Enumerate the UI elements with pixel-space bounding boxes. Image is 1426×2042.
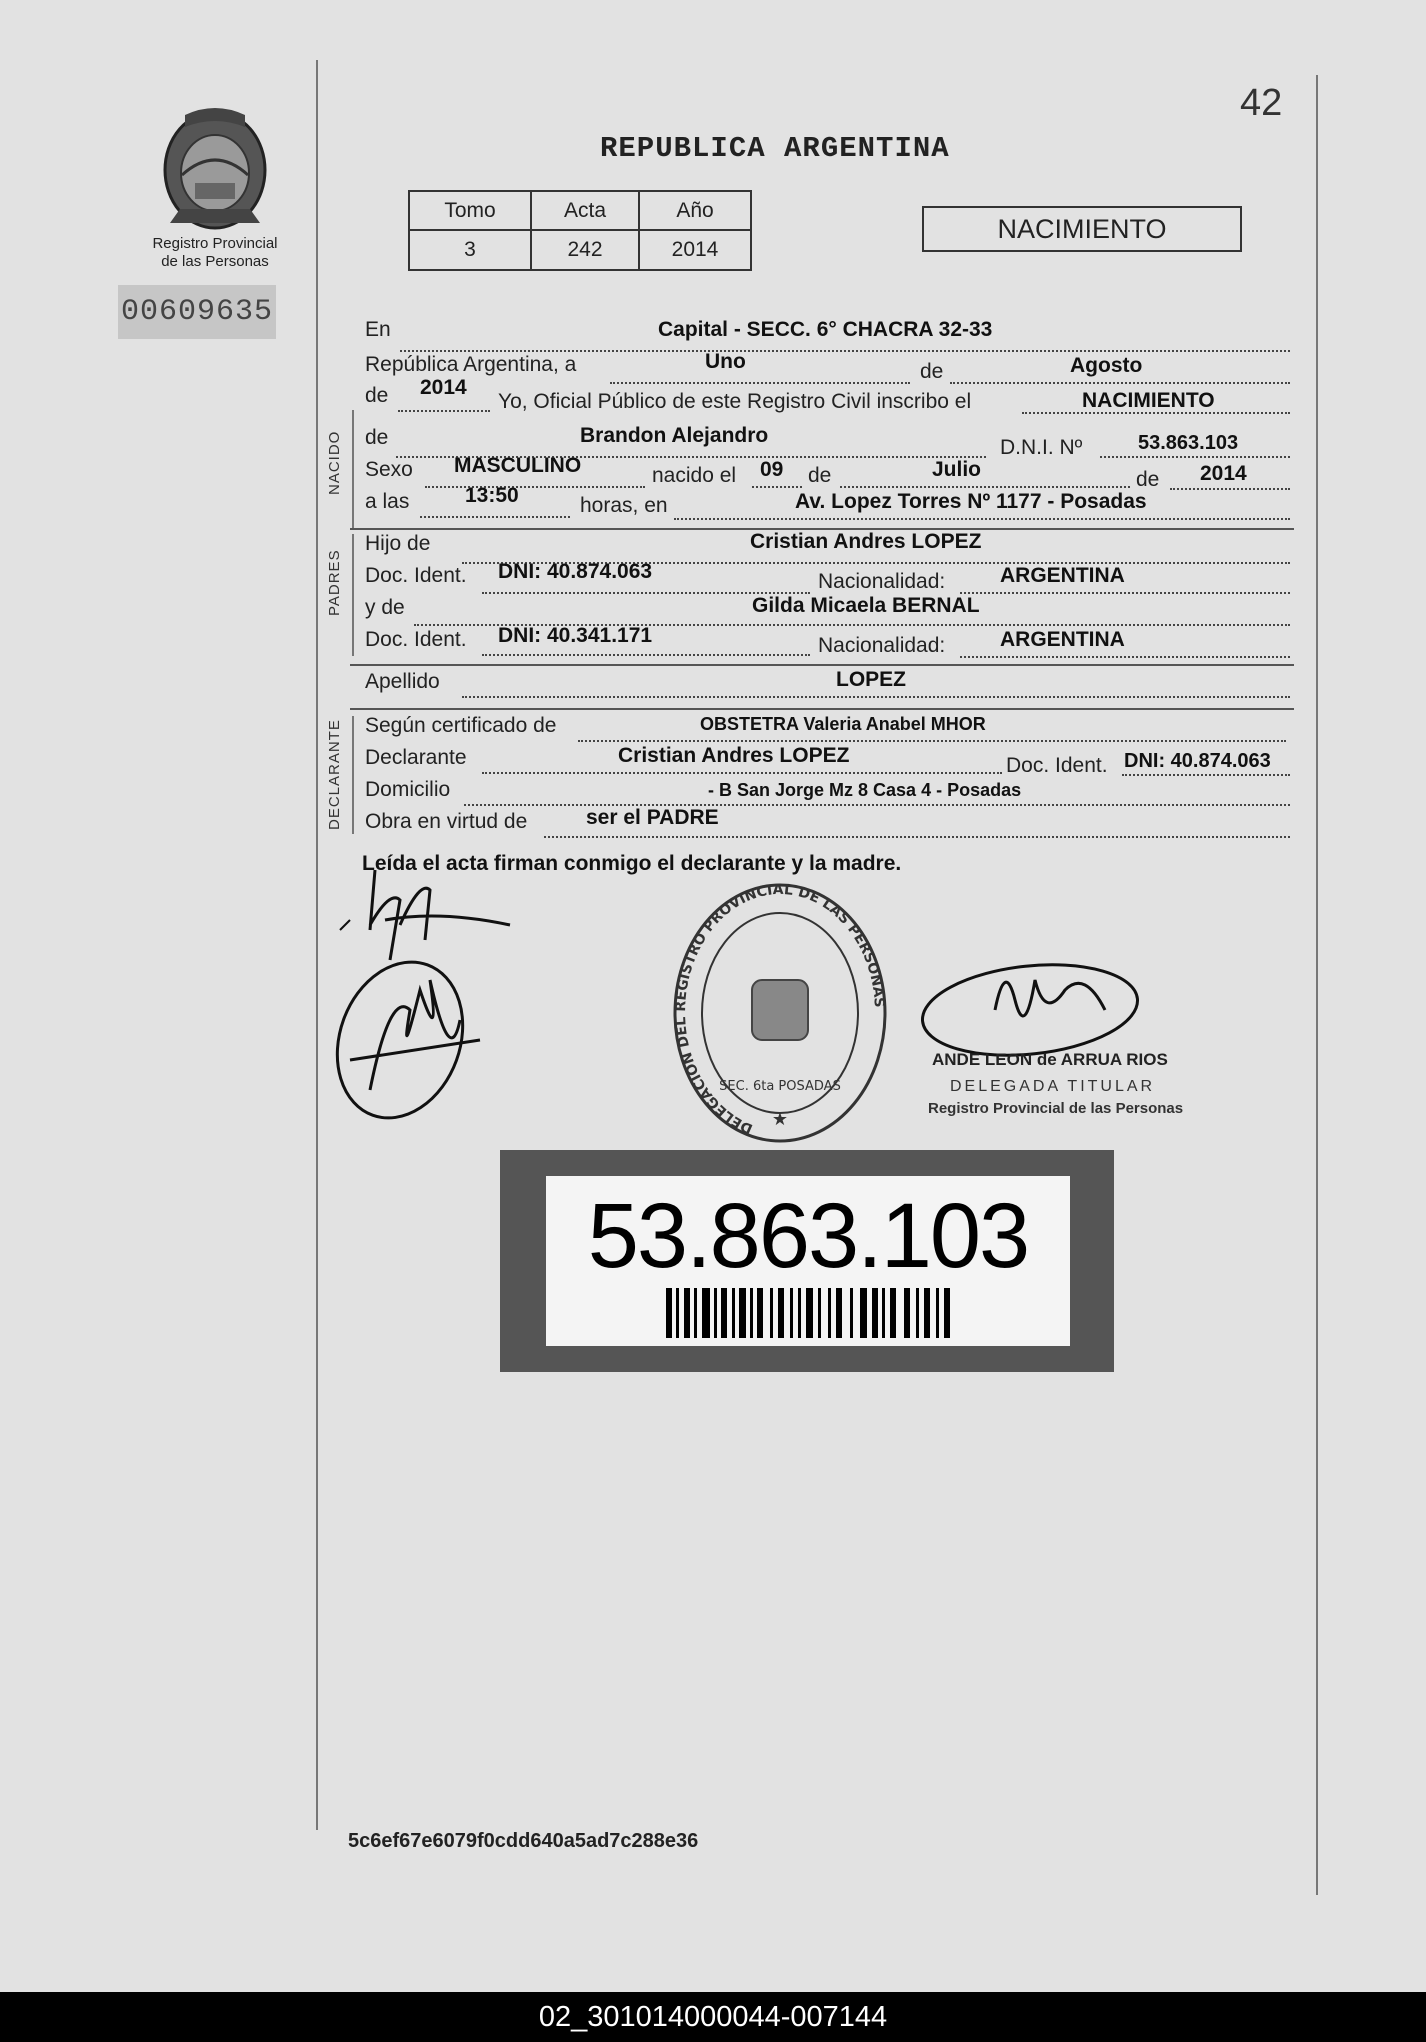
nacido-de3-label: de [1136, 468, 1160, 491]
apellido-value: LOPEZ [836, 668, 907, 691]
official-name: ANDE LEON de ARRUA RIOS [932, 1050, 1168, 1069]
table-header: Año [639, 191, 751, 230]
registry-seal-icon [670, 880, 890, 1150]
declarante-value: Cristian Andres LOPEZ [618, 744, 850, 767]
barcode-number: 53.863.103 [587, 1185, 1029, 1287]
right-margin-line [1316, 75, 1318, 1895]
table-header: Tomo [409, 191, 531, 230]
father-name: Cristian Andres LOPEZ [750, 530, 982, 553]
nacido-de2-label: de [808, 464, 832, 487]
father-nationality-label: Nacionalidad: [818, 570, 946, 593]
province-coat-of-arms-icon [150, 105, 280, 235]
month-value: Agosto [1070, 354, 1143, 377]
birth-place: Av. Lopez Torres Nº 1177 - Posadas [795, 490, 1147, 513]
child-name: Brandon Alejandro [580, 424, 769, 447]
seal-text: DELEGACION DEL REGISTRO PROVINCIAL DE LAS PERSONAS [672, 881, 888, 1137]
barcode-icon [666, 1288, 956, 1338]
record-type-box: NACIMIENTO [922, 206, 1242, 252]
table-header: Acta [531, 191, 639, 230]
father-doc: DNI: 40.874.063 [498, 560, 653, 583]
place-value: Capital - SECC. 6° CHACRA 32-33 [658, 318, 993, 341]
day-value: Uno [705, 350, 746, 373]
de2-label: de [365, 384, 389, 407]
domicilio-value: - B San Jorge Mz 8 Casa 4 - Posadas [708, 780, 1022, 800]
sexo-label: Sexo [365, 458, 413, 481]
official-title: DELEGADA TITULAR [950, 1078, 1156, 1095]
record-table [408, 190, 752, 271]
birth-day: 09 [760, 458, 784, 481]
barcode-sticker [500, 1150, 1114, 1372]
child-dni: 53.863.103 [1138, 432, 1239, 454]
dni-label: D.N.I. Nº [1000, 436, 1083, 459]
birth-hour: 13:50 [465, 484, 519, 507]
registry-name: Registro Provincial de las Personas [152, 235, 278, 270]
apellido-label: Apellido [365, 670, 440, 693]
certificado-label: Según certificado de [365, 714, 557, 737]
inscribo-value: NACIMIENTO [1082, 389, 1215, 412]
mother-doc-label: Doc. Ident. [365, 628, 467, 651]
father-doc-label: Doc. Ident. [365, 564, 467, 587]
document-hash: 5c6ef67e6079f0cdd640a5ad7c288e36 [348, 1830, 699, 1852]
document-title: REPUBLICA ARGENTINA [600, 132, 950, 165]
republica-label: República Argentina, a [365, 353, 577, 376]
declarante-label: Declarante [365, 746, 467, 769]
hijo-de-label: Hijo de [365, 532, 431, 555]
certificado-value: OBSTETRA Valeria Anabel MHOR [700, 714, 986, 734]
svg-text:★: ★ [771, 1109, 789, 1129]
birth-year: 2014 [1200, 462, 1247, 485]
file-id-bar: 02_301014000044-007144 [0, 1992, 1426, 2042]
horas-label: horas, en [580, 494, 668, 517]
page-number: 42 [1240, 82, 1283, 124]
section-label-declarante: DECLARANTE [326, 719, 343, 830]
year-value: 2014 [420, 376, 467, 399]
y-de-label: y de [365, 596, 405, 619]
seal-sub: SEC. 6ta POSADAS [719, 1079, 841, 1094]
nacido-de-label: de [365, 426, 389, 449]
closing-text: Leída el acta firman conmigo el declarante y la madre. [362, 852, 902, 875]
mother-doc: DNI: 40.341.171 [498, 624, 653, 647]
table-cell: 242 [531, 230, 639, 270]
obra-label: Obra en virtud de [365, 810, 528, 833]
official-registry: Registro Provincial de las Personas [928, 1100, 1184, 1117]
inscribo-text: Yo, Oficial Público de este Registro Civil inscribo el [498, 390, 972, 413]
father-nationality: ARGENTINA [1000, 564, 1125, 587]
mother-nationality: ARGENTINA [1000, 628, 1125, 651]
section-label-nacido: NACIDO [326, 430, 343, 495]
declarante-doc: DNI: 40.874.063 [1124, 750, 1271, 772]
official-signature-icon [915, 940, 1165, 1060]
declarante-doc-label: Doc. Ident. [1006, 754, 1108, 777]
mother-name: Gilda Micaela BERNAL [752, 594, 980, 617]
a-las-label: a las [365, 490, 410, 513]
table-cell: 2014 [639, 230, 751, 270]
control-number: 00609635 [118, 285, 276, 339]
de-label: de [920, 360, 944, 383]
left-margin-line [316, 60, 318, 1830]
birth-month: Julio [932, 458, 982, 481]
mother-nationality-label: Nacionalidad: [818, 634, 946, 657]
sexo-value: MASCULINO [454, 454, 582, 477]
table-cell: 3 [409, 230, 531, 270]
domicilio-label: Domicilio [365, 778, 451, 801]
en-label: En [365, 318, 391, 341]
section-label-padres: PADRES [326, 549, 343, 616]
nacido-el-label: nacido el [652, 464, 737, 487]
declarant-signature-icon [330, 870, 530, 1140]
obra-value: ser el PADRE [586, 806, 719, 829]
